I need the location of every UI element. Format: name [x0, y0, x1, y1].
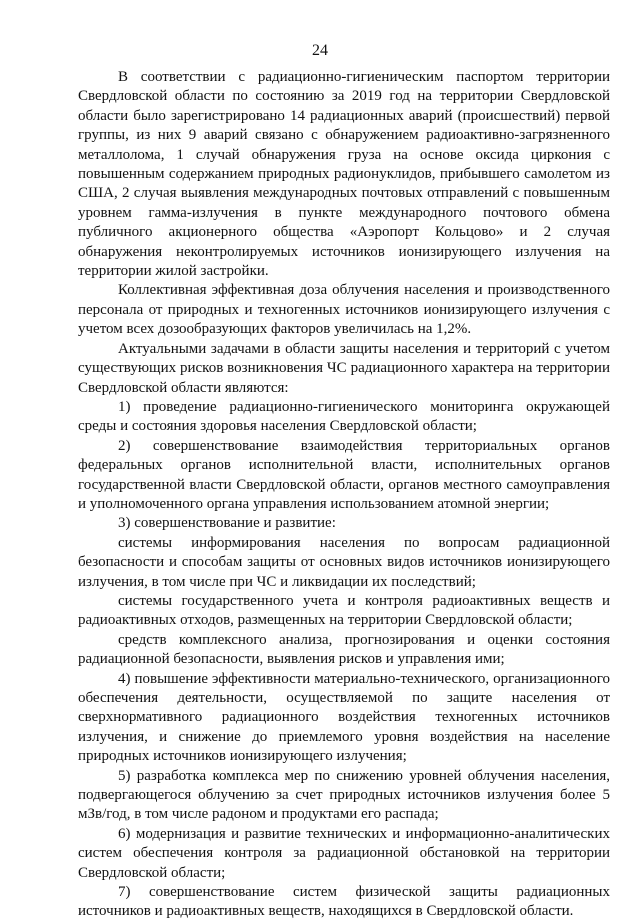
list-item-2-interaction: 2) совершенствование взаимодействия территориальных органов федеральных органов исполнительной власти, исполнительных органов государственной власти Свердловской области, органов местного самоуправления и уполномоченного органа управления использованием атомной энергии; — [78, 437, 610, 512]
sub-item-accounting-systems: системы государственного учета и контроля радиоактивных веществ и радиоактивных отходов, размещенных на территории Свердловской области; — [78, 592, 610, 629]
sub-item-analysis-tools: средств комплексного анализа, прогнозирования и оценки состояния радиационной безопасности, выявления рисков и управления ими; — [78, 631, 610, 668]
paragraph-radiation-accidents: В соответствии с радиационно-гигиеническим паспортом территории Свердловской области по состоянию за 2019 год на территории Свердловской области было зарегистрировано 14 радиационных аварий (происшествий) первой группы, из них 9 аварий связано с обнаружением радиоактивно-загрязненного металлолома, 1 случай обнаружения груза на основе оксида циркония с повышенным содержанием природных радионуклидов, прибывшего самолетом из США, 2 случая выявления международных почтовых отправлений с повышенным уровнем гамма-излучения в пункте международного почтового обмена публичного акционерного общества «Аэропорт Кольцово» и 2 случая обнаружения неконтролируемых источников ионизирующего излучения на территории жилой застройки. — [78, 69, 610, 280]
document-body — [78, 68, 610, 922]
list-item-7-physical-protection: 7) совершенствование систем физической защиты радиационных источников и радиоактивных веществ, находящихся в Свердловской области. — [78, 884, 610, 920]
paragraph-collective-dose: Коллективная эффективная доза облучения населения и производственного персонала от природных и техногенных источников ионизирующего излучения с учетом всех дозообразующих факторов увеличилась на 1,2%. — [78, 282, 610, 338]
list-item-6-modernization: 6) модернизация и развитие технических и информационно-аналитических систем обеспечения контроля за радиационной обстановкой на территории Свердловской области; — [78, 825, 610, 881]
list-item-3-development: 3) совершенствование и развитие: — [118, 515, 336, 532]
page-number: 24 — [312, 42, 328, 59]
list-item-4-efficiency: 4) повышение эффективности материально-технического, организационного обеспечения деятельности, осуществляемой по защите населения от сверхнормативного радиационного воздействия техногенных источников излучения, и снижение до приемлемого уровня воздействия на население природных источников ионизирующего излучения; — [78, 670, 610, 765]
sub-item-information-systems: системы информирования населения по вопросам радиационной безопасности и способам защиты от основных видов источников ионизирующего излучения, в том числе при ЧС и ликвидации их последствий; — [78, 534, 610, 590]
list-item-5-measures: 5) разработка комплекса мер по снижению уровней облучения населения, подвергающегося облучению за счет природных источников излучения более 5 мЗв/год, в том числе радоном и продуктами его распада; — [78, 767, 610, 823]
paragraph-tasks-intro: Актуальными задачами в области защиты населения и территорий с учетом существующих рисков возникновения ЧС радиационного характера на территории Свердловской области являются: — [78, 340, 610, 396]
list-item-1-monitoring: 1) проведение радиационно-гигиенического мониторинга окружающей среды и состояния здоровья населения Свердловской области; — [78, 398, 610, 435]
